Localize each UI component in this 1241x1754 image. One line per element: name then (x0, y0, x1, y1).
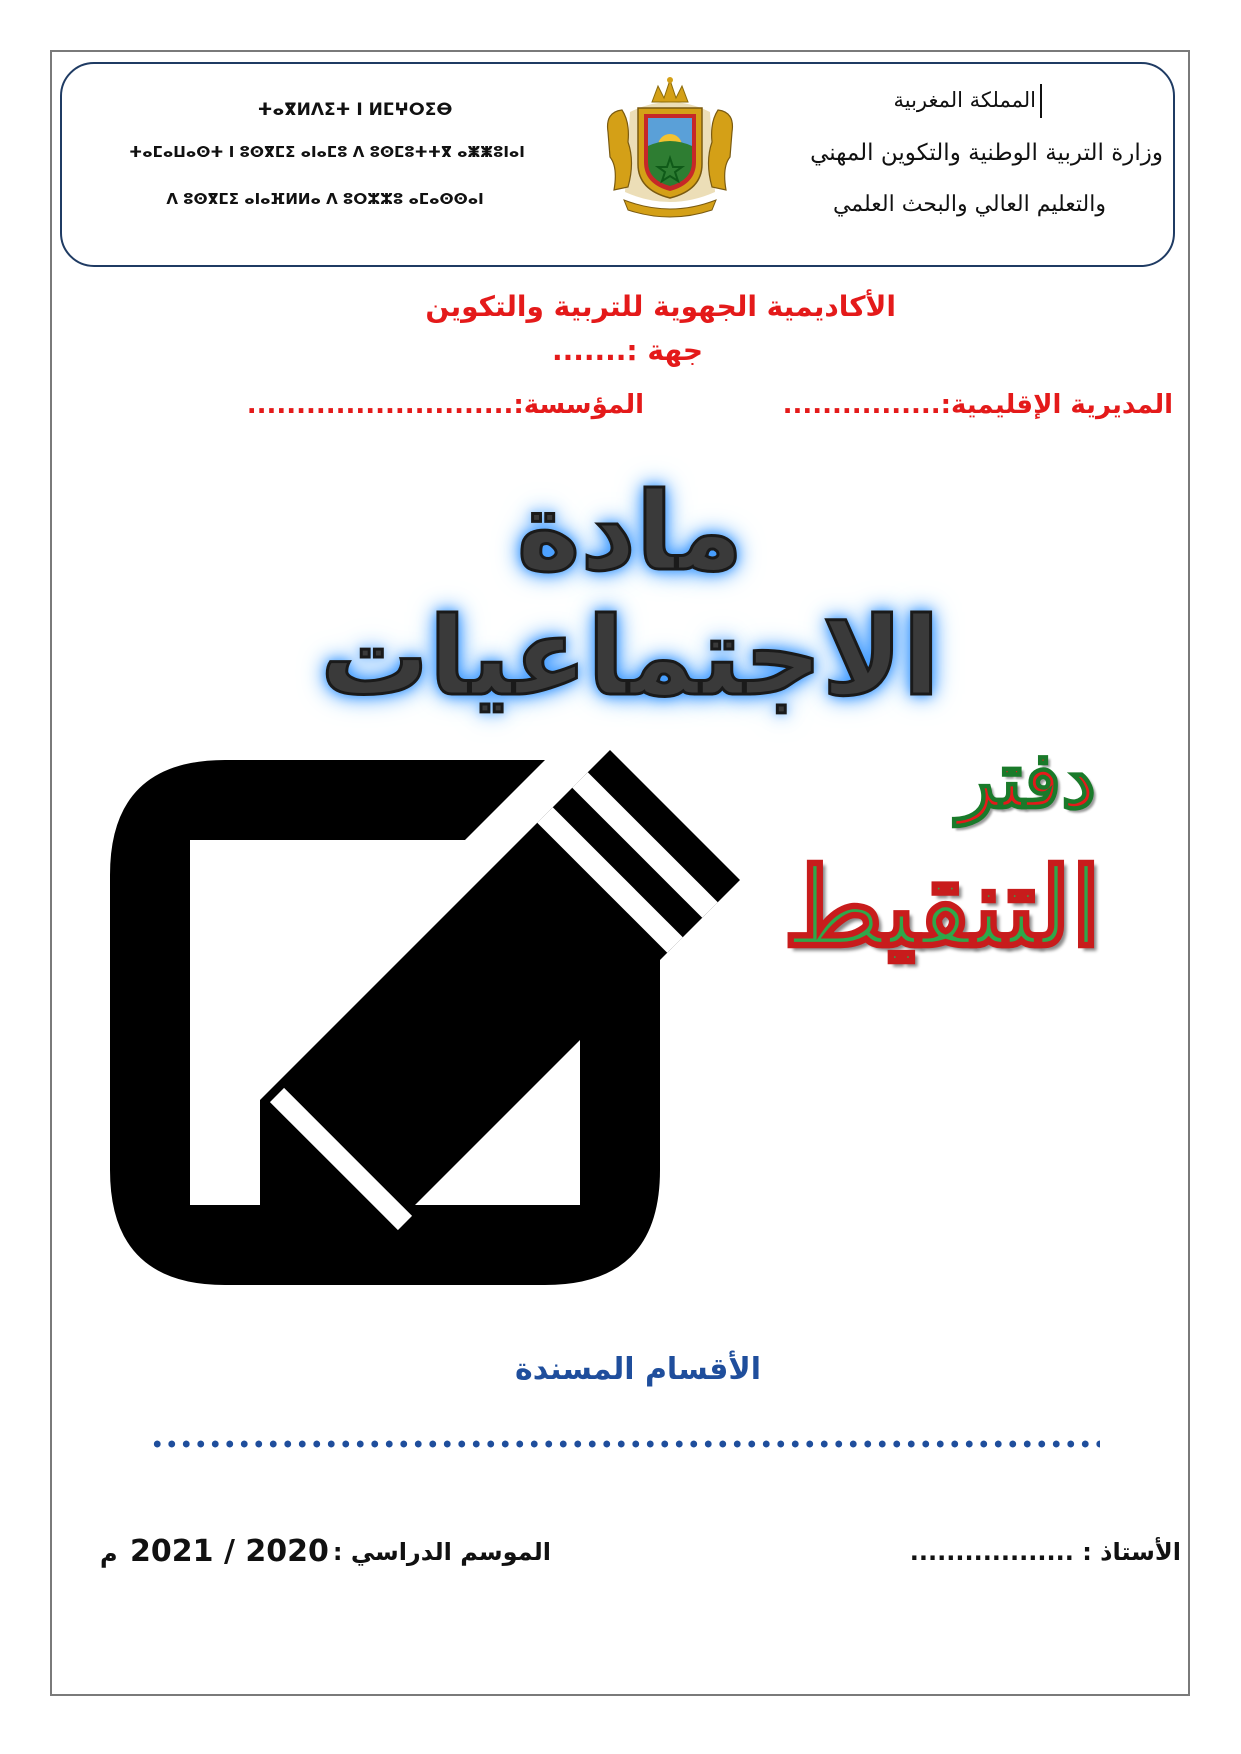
ministry-line-2: والتعليم العالي والبحث العلمي (832, 192, 1106, 217)
coat-of-arms-icon (600, 72, 740, 220)
tifinagh-line-1: ⵜⴰⴳⵍⴷⵉⵜ ⵏ ⵍⵎⵖⵔⵉⴱ (257, 100, 453, 120)
header-divider (1040, 84, 1042, 118)
academy-title: الأكاديمية الجهوية للتربية والتكوين (425, 290, 896, 323)
institution-line: المؤسسة:........................... (246, 390, 644, 420)
kingdom-name: المملكة المغربية (893, 88, 1036, 112)
notebook-word-daftar: دفتر (957, 735, 1096, 826)
directorate-line: المديرية الإقليمية:................ (782, 390, 1173, 420)
classes-dotted-line (150, 1440, 1100, 1448)
season-suffix: م (100, 1540, 118, 1568)
notebook-word-tanqit: التنقيط (783, 845, 1101, 971)
tifinagh-line-3: ⴷ ⵓⵙⴳⵎⵉ ⴰⵏⴰⴼⵍⵍⴰ ⴷ ⵓⵔⵣⵣⵓ ⴰⵎⴰⵙⵙⴰⵏ (166, 190, 484, 208)
teacher-line: الأستاذ : .................. (909, 1538, 1181, 1566)
assigned-classes-label: الأقسام المسندة (515, 1352, 761, 1387)
region-line: جهة :....... (551, 334, 703, 367)
subject-title: مادة الاجتماعيات (320, 470, 940, 720)
season-label: الموسم الدراسي : (332, 1538, 551, 1566)
tifinagh-line-2: ⵜⴰⵎⴰⵡⴰⵙⵜ ⵏ ⵓⵙⴳⵎⵉ ⴰⵏⴰⵎⵓ ⴷ ⵓⵙⵎⵓⵜⵜⴳ ⴰⵥⵥⵓⵏⴰⵏ (129, 143, 525, 161)
season-value: 2021 / 2020 (130, 1534, 329, 1569)
ministry-line-1: وزارة التربية الوطنية والتكوين المهني (810, 140, 1163, 166)
edit-icon (105, 675, 765, 1295)
